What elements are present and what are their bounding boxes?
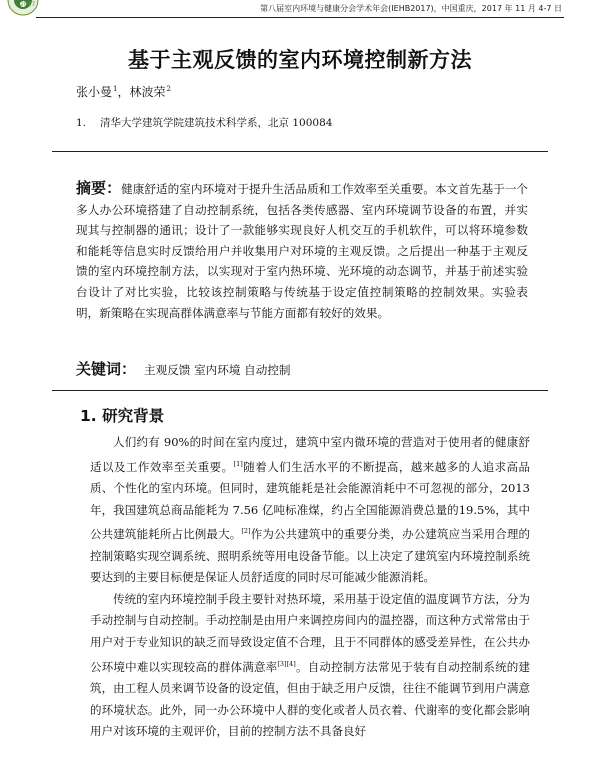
- author-affil-mark: 2: [166, 85, 171, 93]
- keywords: [76, 358, 291, 379]
- affiliation-number: 1.: [76, 117, 87, 129]
- author-separator: ，: [117, 85, 130, 99]
- paragraph: [90, 432, 530, 589]
- conference-header: 第八届室内环境与健康分会学术年会(IEHB2017)，中国重庆，2017 年 11 月 4-7 日: [260, 4, 562, 13]
- keywords-label: 关键词：: [76, 360, 137, 378]
- author-list: [76, 83, 171, 100]
- section-divider: [52, 390, 548, 391]
- paper-title: 基于主观反馈的室内环境控制新方法: [128, 48, 472, 72]
- header-divider: [36, 17, 564, 18]
- keywords-text: 主观反馈 室内环境 自动控制: [144, 363, 291, 377]
- citation: [3][4]: [277, 659, 296, 668]
- author-affil-mark: 1: [113, 85, 118, 93]
- paragraph-text: 作为公共建筑中的重要分类，办公建筑应当采用合理的控制策略实现空调系统、照明系统等用电设备节能。以上决定了建筑室内环境控制系统要达到的主要目标便是保证人员舒适度的同时尽可能减少能源消耗。: [90, 527, 531, 585]
- paragraph-text: 人们约有 90%的时间在室内度过，建筑中室内微环境的营造对于使用者的健康舒适以及工作效率至关重要。: [90, 435, 530, 474]
- section-divider: [52, 151, 548, 152]
- abstract: [76, 178, 528, 323]
- paragraph-text: 。自动控制方法常见于装有自动控制系统的建筑，由工程人员来调节设备的设定值，但由于缺乏用户反馈，往往不能调节到用户满意的环境状态。此外，同一办公环境中人群的变化或者人员衣着、代谢率的变化都会影响用户对该环境的主观评价，目前的控制方法不具备良好: [90, 659, 531, 739]
- affiliation-text: 清华大学建筑学院建筑技术科学系，北京 100084: [100, 117, 333, 129]
- paragraph-text: 随着人们生活水平的不断提高，越来越多的人追求高品质、个性化的室内环境。但同时，建筑能耗是社会能源消耗中不可忽视的部分，2013 年，我国建筑总商品能耗为 7.56 亿吨标准煤，约占全国能源消费总量的19.5%，其中公共建筑能耗所占比例最大。: [90, 459, 530, 542]
- citation: [1]: [233, 459, 243, 468]
- paragraph: [90, 589, 530, 743]
- citation: [2]: [241, 527, 251, 536]
- abstract-label: 摘要：: [76, 179, 122, 197]
- abstract-text: 健康舒适的室内环境对于提升生活品质和工作效率至关重要。本文首先基于一个多人办公环境搭建了自动控制系统，包括各类传感器、室内环境调节设备的布置，并实现其与控制器的通讯；设计了一款能够实现良好人机交互的手机软件，可以将环境参数和能耗等信息实时反馈给用户并收集用户对环境的主观反馈。之后提出一种基于主观反馈的室内环境控制方法，以实现对于室内热环境、光环境的动态调节，并基于前述实验台设计了对比实验，比较该控制策略与传统基于设定值控制策略的控制效果。实验表明，新策略在实现高群体满意率与节能方面都有较好的效果。: [76, 182, 528, 320]
- author-name: 林波荣: [129, 85, 166, 99]
- logo-year: 2017: [20, 1, 36, 8]
- author-name: 张小曼: [76, 85, 113, 99]
- affiliation: [76, 115, 332, 130]
- paragraph-text: 传统的室内环境控制手段主要针对热环境，采用基于设定值的温度调节方法，分为手动控制与自动控制。手动控制是由用户来调控房间内的温控器，而这种方式常常由于用户对于专业知识的缺乏而导致设定值不合理，且于不同群体的感受差异性，在公共办公环境中难以实现较高的群体满意率: [90, 591, 530, 674]
- body-text: [90, 432, 530, 743]
- section-heading: 1. 研究背景: [80, 407, 165, 425]
